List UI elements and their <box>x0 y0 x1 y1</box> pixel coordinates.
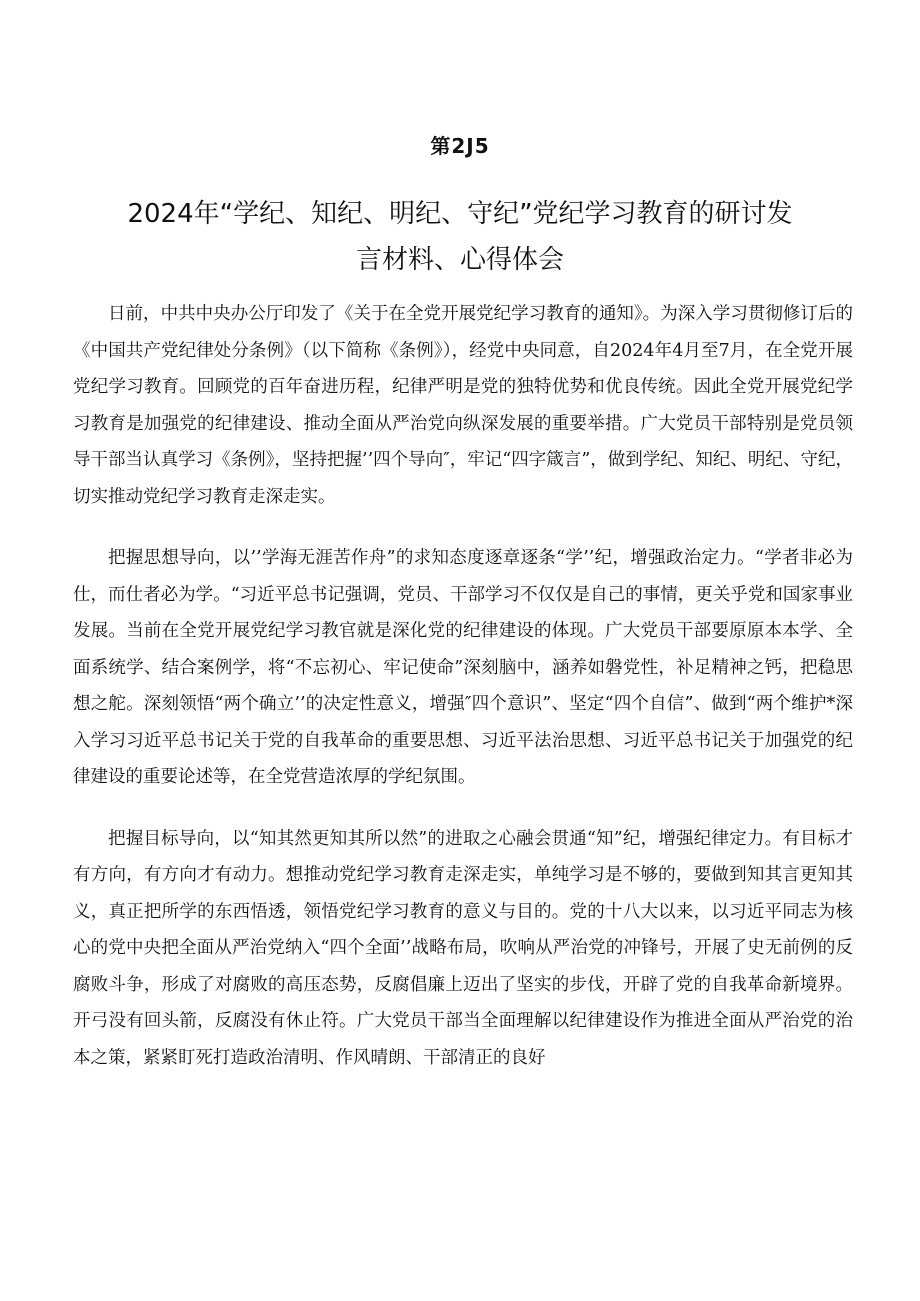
paragraph-intro: 日前，中共中央办公厅印发了《关于在全党开展党纪学习教育的通知》。为深入学习贯彻修订后的《中国共产党纪律处分条例》（以下简称《条例》），经党中央同意，自2024年4月至7月，在全党开展党纪学习教育。回顾党的百年奋进历程，纪律严明是党的独特优势和优良传统。因此全党开展党纪学习教育是加强党的纪律建设、推动全面从严治党向纵深发展的重要举措。广大党员干部特别是党员领导干部当认真学习《条例》，坚持把握’’四个导向″，牢记“四字箴言”，做到学纪、知纪、明纪、守纪，切实推动党纪学习教育走深走实。 <box>73 304 853 507</box>
title-line-1: 2024年“学纪、知纪、明纪、守纪”党纪学习教育的研讨发 <box>127 199 793 229</box>
paragraph-thought-orientation: 把握思想导向，以’’学海无涯苦作舟”的求知态度逐章逐条“学’’纪，增强政治定力。“学者非必为仕，而仕者必为学。“习近平总书记强调，党员、干部学习不仅仅是自己的事情，更关乎党和国家事业发展。当前在全党开展党纪学习教官就是深化党的纪律建设的体现。广大党员干部要原原本本学、全面系统学、结合案例学，将“不忘初心、牢记使命”深刻脑中，涵养如磐党性，补足精神之钙，把稳思想之舵。深刻领悟“两个确立’’的决定性意义，增强″四个意识”、坚定“四个自信”、做到“两个维护*深入学习习近平总书记关于党的自我革命的重要思想、习近平法治思想、习近平总书记关于加强党的纪律建设的重要论述等，在全党营造浓厚的学纪氛围。 <box>73 548 853 787</box>
document-title <box>120 191 800 283</box>
document-body <box>73 296 853 1101</box>
section-number: 第2J5 <box>430 134 490 158</box>
paragraph-goal-orientation: 把握目标导向，以“知其然更知其所以然”的进取之心融会贯通“知”纪，增强纪律定力。有目标才有方向，有方向才有动力。想推动党纪学习教育走深走实，单纯学习是不够的，要做到知其言更知其义，真正把所学的东西悟透，领悟党纪学习教育的意义与目的。党的十八大以来，以习近平同志为核心的党中央把全面从严治党纳入“四个全面’’战略布局，吹响从严治党的冲锋号，开展了史无前例的反腐败斗争，形成了对腐败的高压态势，反腐倡廉上迈出了坚实的步伐，开辟了党的自我革命新境界。开弓没有回头箭，反腐没有休止符。广大党员干部当全面理解以纪律建设作为推进全面从严治党的治本之策，紧紧盯死打造政治清明、作风晴朗、干部清正的良好 <box>73 828 853 1068</box>
title-line-2: 言材料、心得体会 <box>355 245 564 275</box>
